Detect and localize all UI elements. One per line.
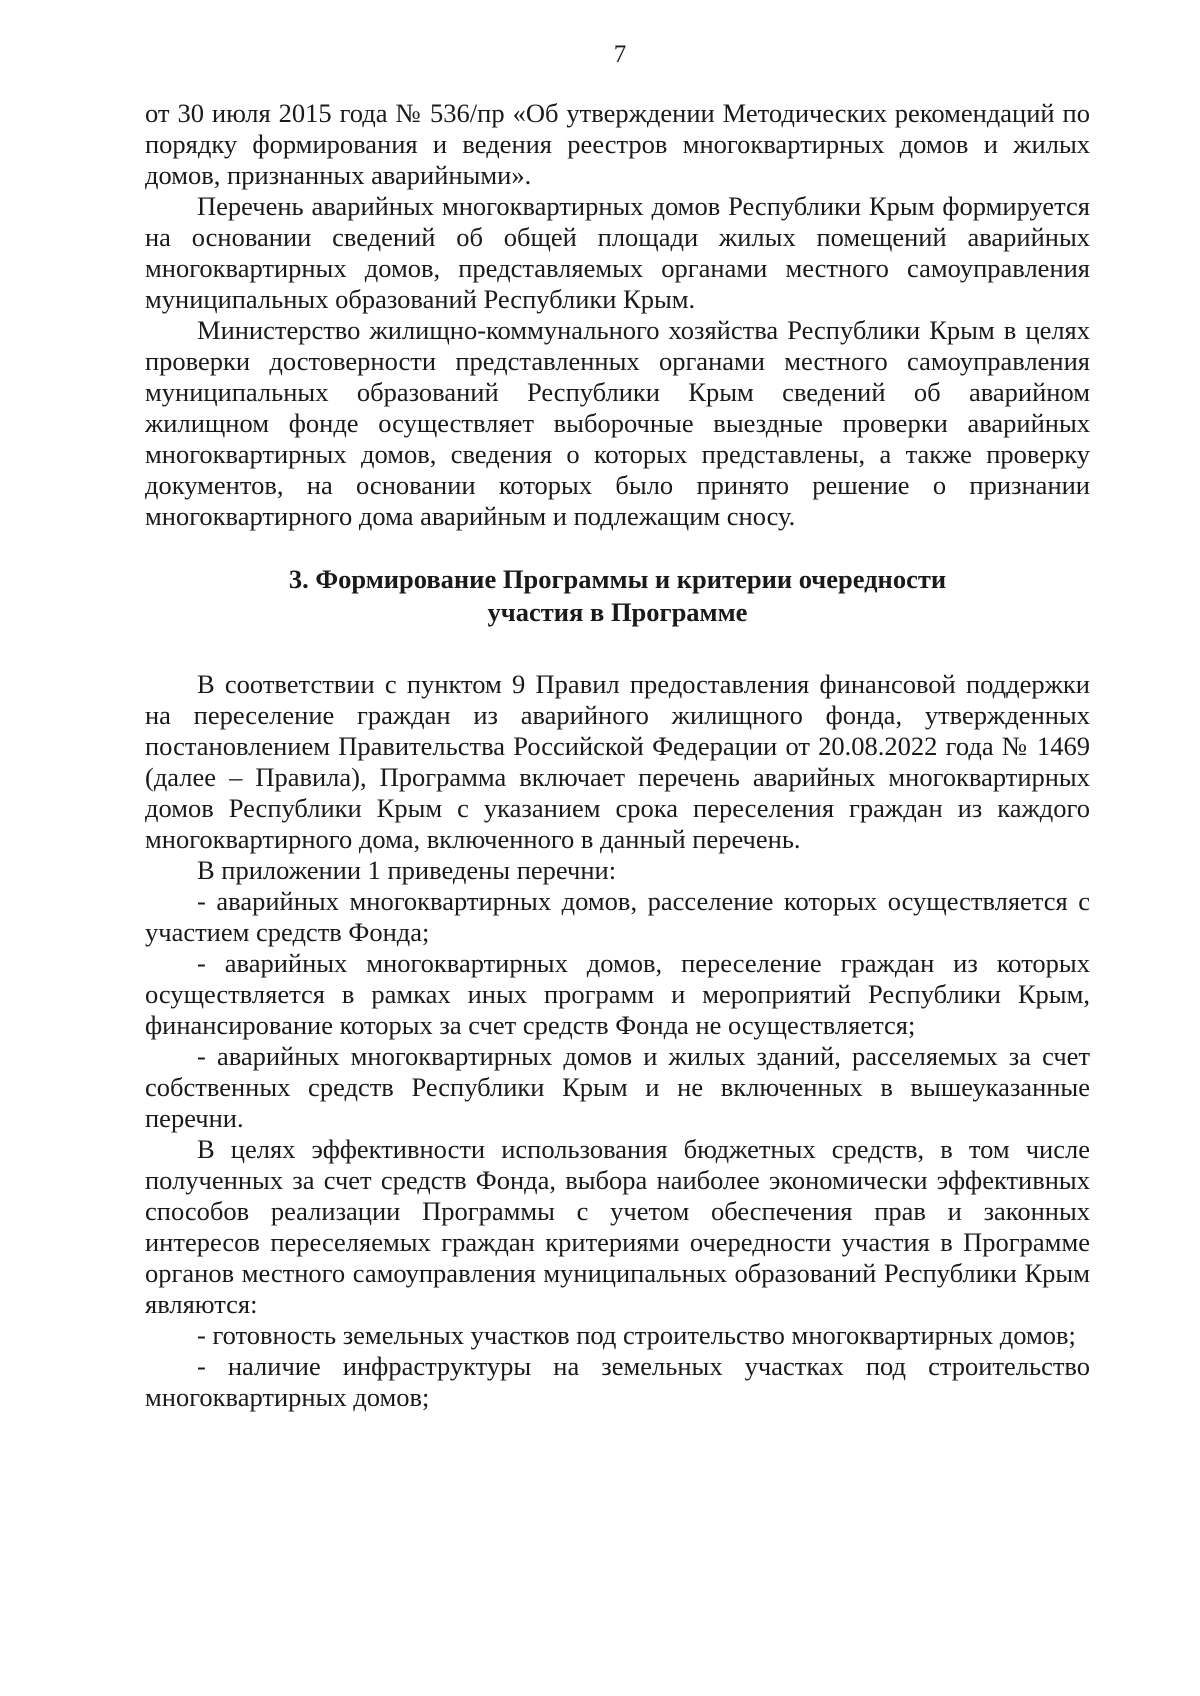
list-item-other-programs: - аварийных многоквартирных домов, переселение граждан из которых осуществляется в рамках иных программ и мероприятий Республики Крым, финансирование которых за счет средств Фонда не осуществляется; [145, 948, 1090, 1040]
list-item-infrastructure: - наличие инфраструктуры на земельных участках под строительство многоквартирных домов; [145, 1351, 1090, 1412]
paragraph-priority-criteria: В целях эффективности использования бюджетных средств, в том числе полученных за счет средств Фонда, выбора наиболее экономически эффективных способов реализации Программы с учетом обеспечения прав и законных интересов переселяемых граждан критериями очередности участия в Программе органов местного самоуправления муниципальных образований Республики Крым являются: [145, 1134, 1090, 1319]
paragraph-list-formation: Перечень аварийных многоквартирных домов Республики Крым формируется на основании сведений об общей площади жилых помещений аварийных многоквартирных домов, представляемых органами местного самоуправления муниципальных образований Республики Крым. [145, 191, 1090, 314]
paragraph-rules-reference: В соответствии с пунктом 9 Правил предоставления финансовой поддержки на переселение граждан из аварийного жилищного фонда, утвержденных постановлением Правительства Российской Федерации от 20.08.2022 года № 1469 (далее – Правила), Программа включает перечень аварийных многоквартирных домов Республики Крым с указанием срока переселения граждан из каждого многоквартирного дома, включенного в данный перечень. [145, 669, 1090, 854]
list-item-land-readiness: - готовность земельных участков под строительство многоквартирных домов; [197, 1320, 1076, 1350]
paragraph-appendix-lists: В приложении 1 приведены перечни: [197, 855, 617, 885]
paragraph-ministry-checks: Министерство жилищно-коммунального хозяйства Республики Крым в целях проверки достоверности представленных органами местного самоуправления муниципальных образований Республики Крым сведений об аварийном жилищном фонде осуществляет выборочные выездные проверки аварийных многоквартирных домов, сведения о которых представлены, а также проверку документов, на основании которых было принято решение о признании многоквартирного дома аварийным и подлежащим сносу. [145, 315, 1090, 531]
section-heading [145, 563, 1090, 629]
page-number: 7 [613, 41, 627, 68]
section-heading-line-2: участия в Программе [487, 597, 748, 627]
document-body [145, 98, 1090, 1413]
list-item-fund-houses: - аварийных многоквартирных домов, расселение которых осуществляется с участием средств Фонда; [145, 886, 1090, 947]
paragraph-continuation: от 30 июля 2015 года № 536/пр «Об утверждении Методических рекомендаций по порядку формирования и ведения реестров многоквартирных домов и жилых домов, признанных аварийными». [145, 98, 1090, 190]
section-heading-line-1: 3. Формирование Программы и критерии очередности [288, 564, 947, 594]
list-item-own-funds: - аварийных многоквартирных домов и жилых зданий, расселяемых за счет собственных средств Республики Крым и не включенных в вышеуказанные перечни. [145, 1041, 1090, 1133]
